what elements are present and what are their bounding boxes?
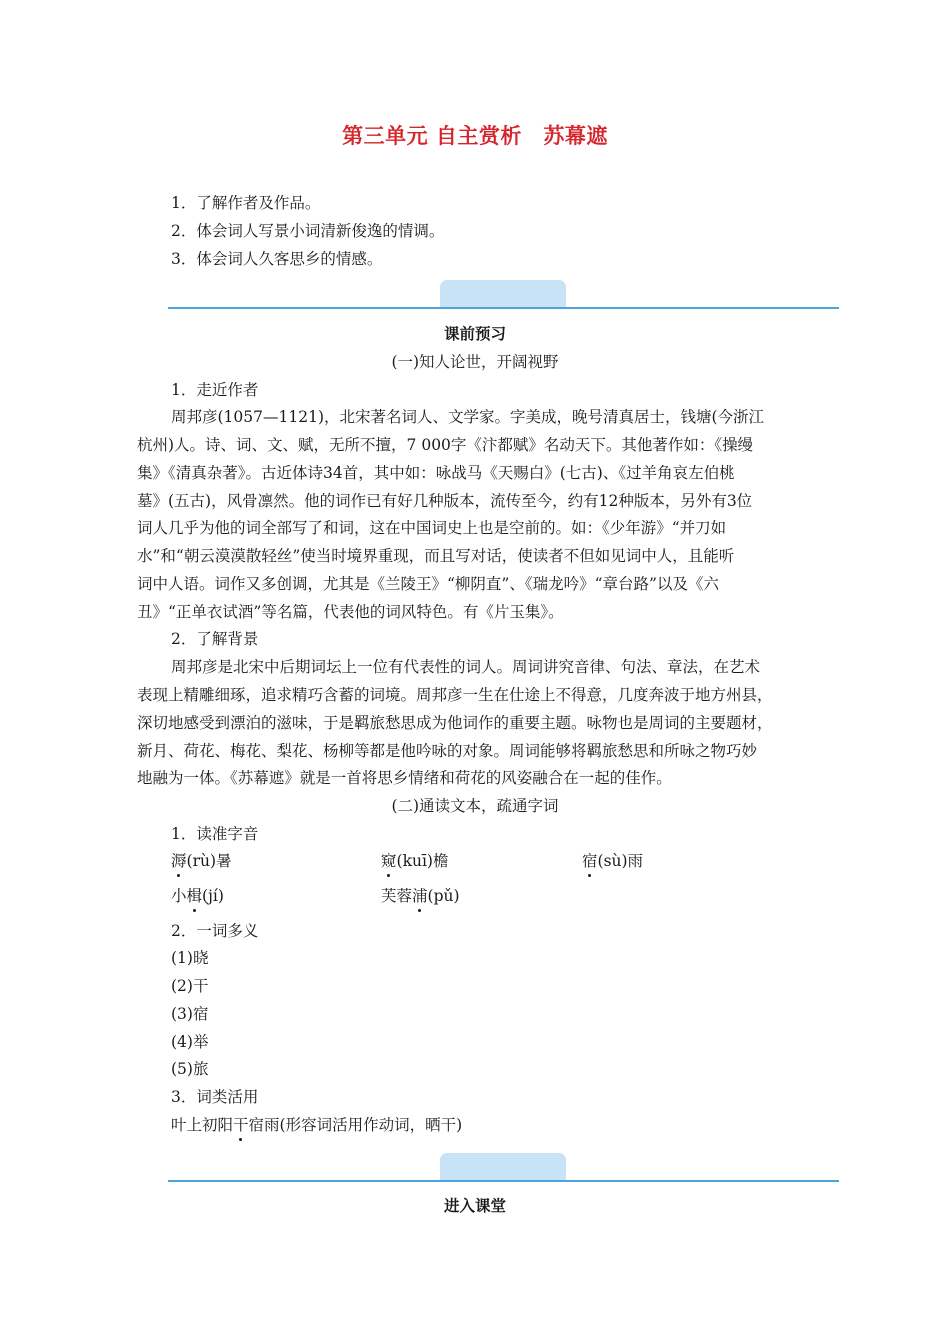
dotted-char: 楫 [186, 887, 203, 905]
background-line-4: 新月、荷花、梅花、梨花、杨柳等都是他吟咏的对象。周词能够将羁旅愁思和所咏之物巧妙 [137, 742, 758, 760]
page-title: 第三单元 自主赏析 苏幕遮 [342, 123, 608, 148]
item-polysemy-label: 2．一词多义 [171, 922, 259, 940]
polysemy-1: (1)晓 [171, 949, 209, 967]
preview-heading: 课前预习 [443, 324, 506, 343]
background-line-2: 表现上精雕细琢，追求精巧含蓄的词境。周邦彦一生在仕途上不得意，几度奔波于地方州县， [137, 686, 773, 704]
polysemy-3: (3)宿 [171, 1005, 209, 1023]
divider-tab [440, 1153, 566, 1181]
dotted-char: 干 [233, 1116, 249, 1134]
pronunciation-text: (jí) [202, 887, 224, 905]
pronunciation-2 [381, 851, 448, 871]
pronunciation-text: (kuī)檐 [396, 852, 449, 870]
polysemy-2: (2)干 [171, 977, 209, 995]
author-line-4: 墓》(五古)，风骨凛然。他的词作已有好几种版本，流传至今，约有12种版本，另外有3位 [137, 492, 753, 510]
pronunciation-text: (rù)暑 [186, 852, 232, 870]
author-line-7: 词中人语。词作又多创调，尤其是《兰陵王》“柳阴直”、《瑞龙吟》“章台路”以及《六 [137, 575, 719, 593]
pronunciation-4 [171, 886, 224, 906]
background-line-5: 地融为一体。《苏幕遮》就是一首将思乡情绪和荷花的风姿融合在一起的佳作。 [137, 769, 672, 787]
section-divider [168, 1153, 839, 1183]
dotted-char: 浦 [412, 887, 428, 905]
divider-rule [168, 307, 839, 309]
dotted-char: 宿 [582, 852, 598, 870]
section2-heading: (二)通读文本，疏通字词 [391, 797, 559, 815]
objective-1: 1．了解作者及作品。 [171, 194, 321, 212]
item-usage-label: 3．词类活用 [171, 1088, 259, 1106]
pronunciation-3 [582, 851, 643, 871]
author-line-8: 丑》“正单衣试酒”等名篇，代表他的词风特色。有《片玉集》。 [137, 603, 564, 621]
objective-2: 2．体会词人写景小词清新俊逸的情调。 [171, 222, 445, 240]
author-line-6: 水”和“朝云漠漠散轻丝”使当时境界重现，而且写对话，使读者不但如见词中人，且能听 [137, 547, 735, 565]
author-line-3: 集》《清真杂著》。古近体诗34首，其中如：咏战马《天赐白》(七古)、《过羊角哀左伯桃 [137, 464, 735, 482]
item-author-label: 1．走近作者 [171, 381, 259, 399]
item-background-label: 2．了解背景 [171, 630, 259, 648]
author-line-5: 词人几乎为他的词全部写了和词，这在中国词史上也是空前的。如：《少年游》“并刀如 [137, 519, 727, 537]
author-line-1: 周邦彦(1057—1121)，北宋著名词人、文学家。字美成，晚号清真居士，钱塘(今浙江 [171, 408, 765, 426]
background-line-1: 周邦彦是北宋中后期词坛上一位有代表性的词人。周词讲究音律、句法、章法，在艺术 [171, 658, 761, 676]
pronunciation-text: (pǔ) [427, 887, 460, 905]
usage-example [171, 1115, 462, 1135]
pronunciation-prefix: 芙蓉 [381, 887, 413, 905]
section1-heading: (一)知人论世，开阔视野 [391, 353, 559, 371]
usage-prefix: 叶上初阳 [171, 1116, 234, 1134]
pronunciation-1 [171, 851, 232, 871]
usage-text: 宿雨(形容词活用作动词，晒干) [248, 1116, 463, 1134]
author-line-2: 杭州)人。诗、词、文、赋，无所不擅，7 000字《汴都赋》名动天下。其他著作如：《操缦 [137, 436, 754, 454]
dotted-char: 溽 [171, 852, 187, 870]
pronunciation-text: (sù)雨 [597, 852, 644, 870]
pronunciation-prefix: 小 [171, 887, 187, 905]
divider-tab [440, 280, 566, 308]
divider-rule [168, 1180, 839, 1182]
dotted-char: 窥 [381, 852, 397, 870]
section-divider [168, 280, 839, 310]
polysemy-4: (4)举 [171, 1033, 209, 1051]
item-pronunciation-label: 1．读准字音 [171, 825, 259, 843]
pronunciation-5 [381, 886, 460, 906]
objective-3: 3．体会词人久客思乡的情感。 [171, 250, 383, 268]
background-line-3: 深切地感受到漂泊的滋味，于是羁旅愁思成为他词作的重要主题。咏物也是周词的主要题材， [137, 714, 773, 732]
polysemy-5: (5)旅 [171, 1060, 209, 1078]
classroom-heading: 进入课堂 [443, 1196, 506, 1215]
